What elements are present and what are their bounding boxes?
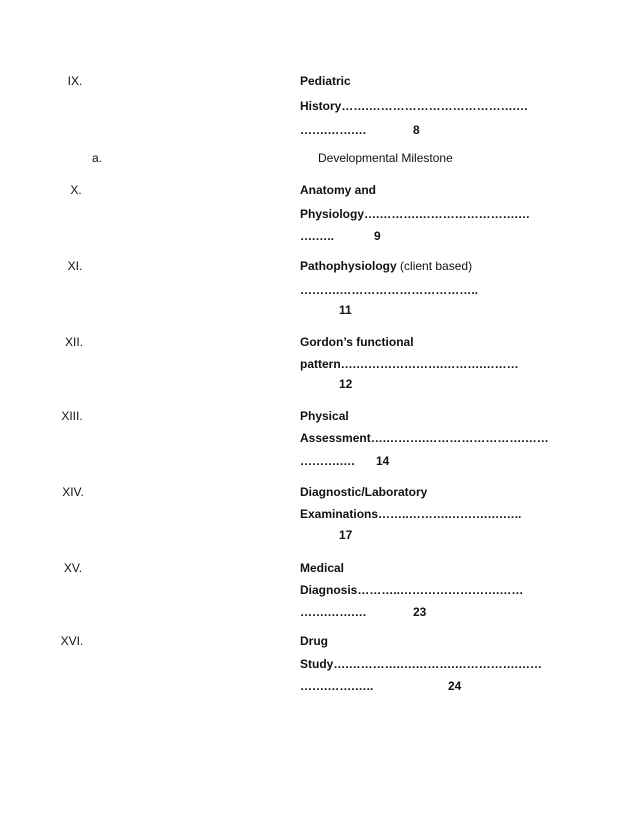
toc-title-xiii-line3: ……….…. [300,454,355,468]
toc-number-x: X. [70,183,82,197]
toc-title-xiv-line2: Examinations……..……….……….….….. [300,507,522,521]
toc-title-xiii-line2: Assessment….……….…………………….…… [300,431,549,445]
toc-title-xi-main: Pathophysiology [300,259,397,273]
toc-title-xv-line1: Medical [300,561,345,575]
toc-title-xiii-line1: Physical [300,409,349,423]
toc-page-xiii: 14 [376,454,390,468]
toc-title-xvi-line2: Study….………….….……….…………….…… [300,657,543,671]
toc-title-ix-line2: History…….……………………………….… [300,99,529,113]
toc-title-xv-line3: …….…….… [300,605,367,619]
toc-page-xv: 23 [413,605,427,619]
toc-title-xvi-line3: …….…….….. [300,679,374,693]
toc-number-xv: XV. [63,561,83,575]
toc-page-ix: 8 [413,123,420,137]
toc-title-xii-line1: Gordon’s functional [300,335,414,349]
toc-number-xi: XI. [67,259,83,273]
toc-title-x-line2: Physiology….……….…………………….… [300,207,531,221]
toc-title-xvi-line1: Drug [300,634,328,648]
toc-number-xiii: XIII. [61,409,83,423]
toc-page-xii: 12 [339,377,353,391]
toc-title-xii-line2: pattern….………………….……….……… [300,357,519,371]
toc-title-xi-line1 [300,258,472,274]
toc-title-xi-note: (client based) [400,259,473,273]
toc-title-xi-line2: ……….…………………………….. [300,283,479,297]
toc-number-ix: IX. [67,74,83,88]
toc-number-a: a. [92,151,103,165]
toc-number-xii: XII. [64,335,83,349]
toc-page-xi: 11 [339,303,352,317]
toc-page-xvi: 24 [448,679,462,693]
toc-page-x: 9 [374,229,381,243]
toc-title-ix-line3: …….…….… [300,123,367,137]
toc-page-xiv: 17 [339,528,353,542]
toc-title-x-line3: ….….. [300,229,335,243]
toc-title-xiv-line1: Diagnostic/Laboratory [300,485,428,499]
toc-number-xvi: XVI. [60,634,84,648]
toc-title-xv-line2: Diagnosis………..…………………….…… [300,583,524,597]
toc-title-a: Developmental Milestone [318,151,453,165]
toc-title-ix-line1: Pediatric [300,74,351,88]
toc-number-xiv: XIV. [62,485,84,499]
toc-title-x-line1: Anatomy and [300,183,377,197]
